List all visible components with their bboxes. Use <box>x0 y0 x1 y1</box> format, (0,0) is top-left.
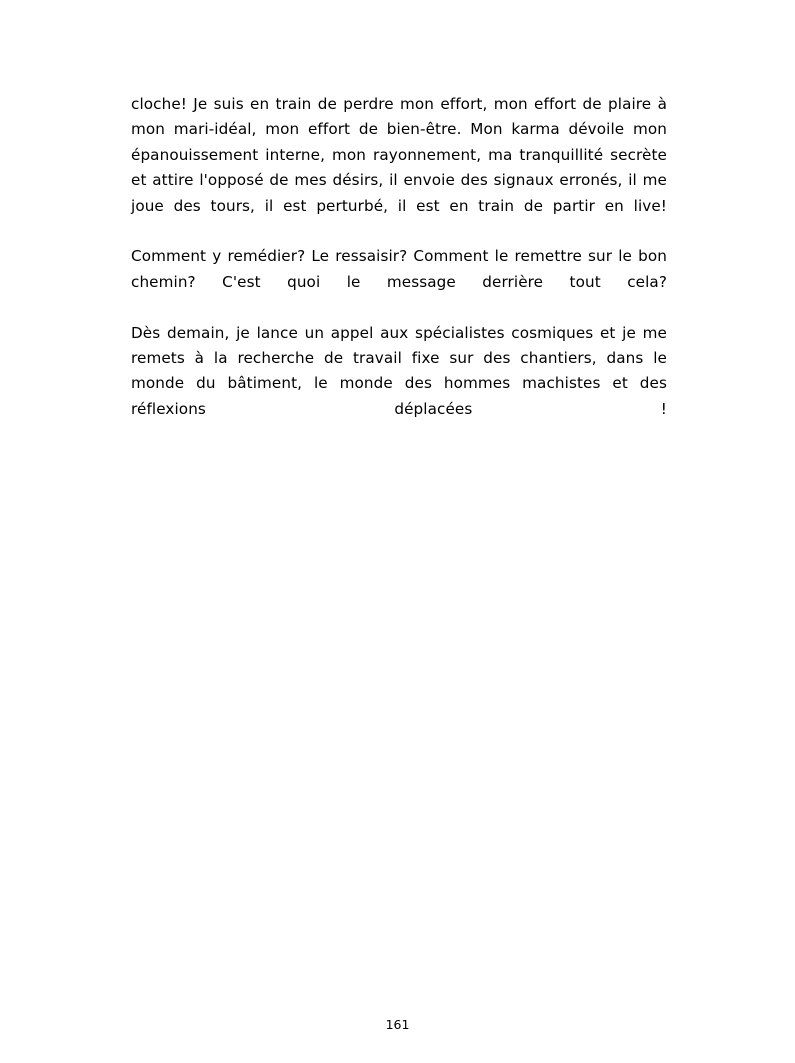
page-number: 161 <box>385 1017 410 1032</box>
paragraph-3: Dès demain, je lance un appel aux spécialistes cosmiques et je me remets à la recherche de travail fixe sur des chantiers, dans le monde du bâtiment, le monde des hommes machistes et des réflexions déplacées ! <box>131 323 667 418</box>
paragraph-1: cloche! Je suis en train de perdre mon effort, mon effort de plaire à mon mari-idéal, mon effort de bien-être. Mon karma dévoile mon épanouissement interne, mon rayonnement, ma tranquillité secrète et attire l'opposé de mes désirs, il envoie des signaux erronés, il me joue des tours, il est perturbé, il est en train de partir en live! <box>131 95 667 215</box>
body-text <box>131 92 667 448</box>
paragraph-2: Comment y remédier? Le ressaisir? Comment le remettre sur le bon chemin? C'est quoi le message derrière tout cela? <box>131 247 667 291</box>
